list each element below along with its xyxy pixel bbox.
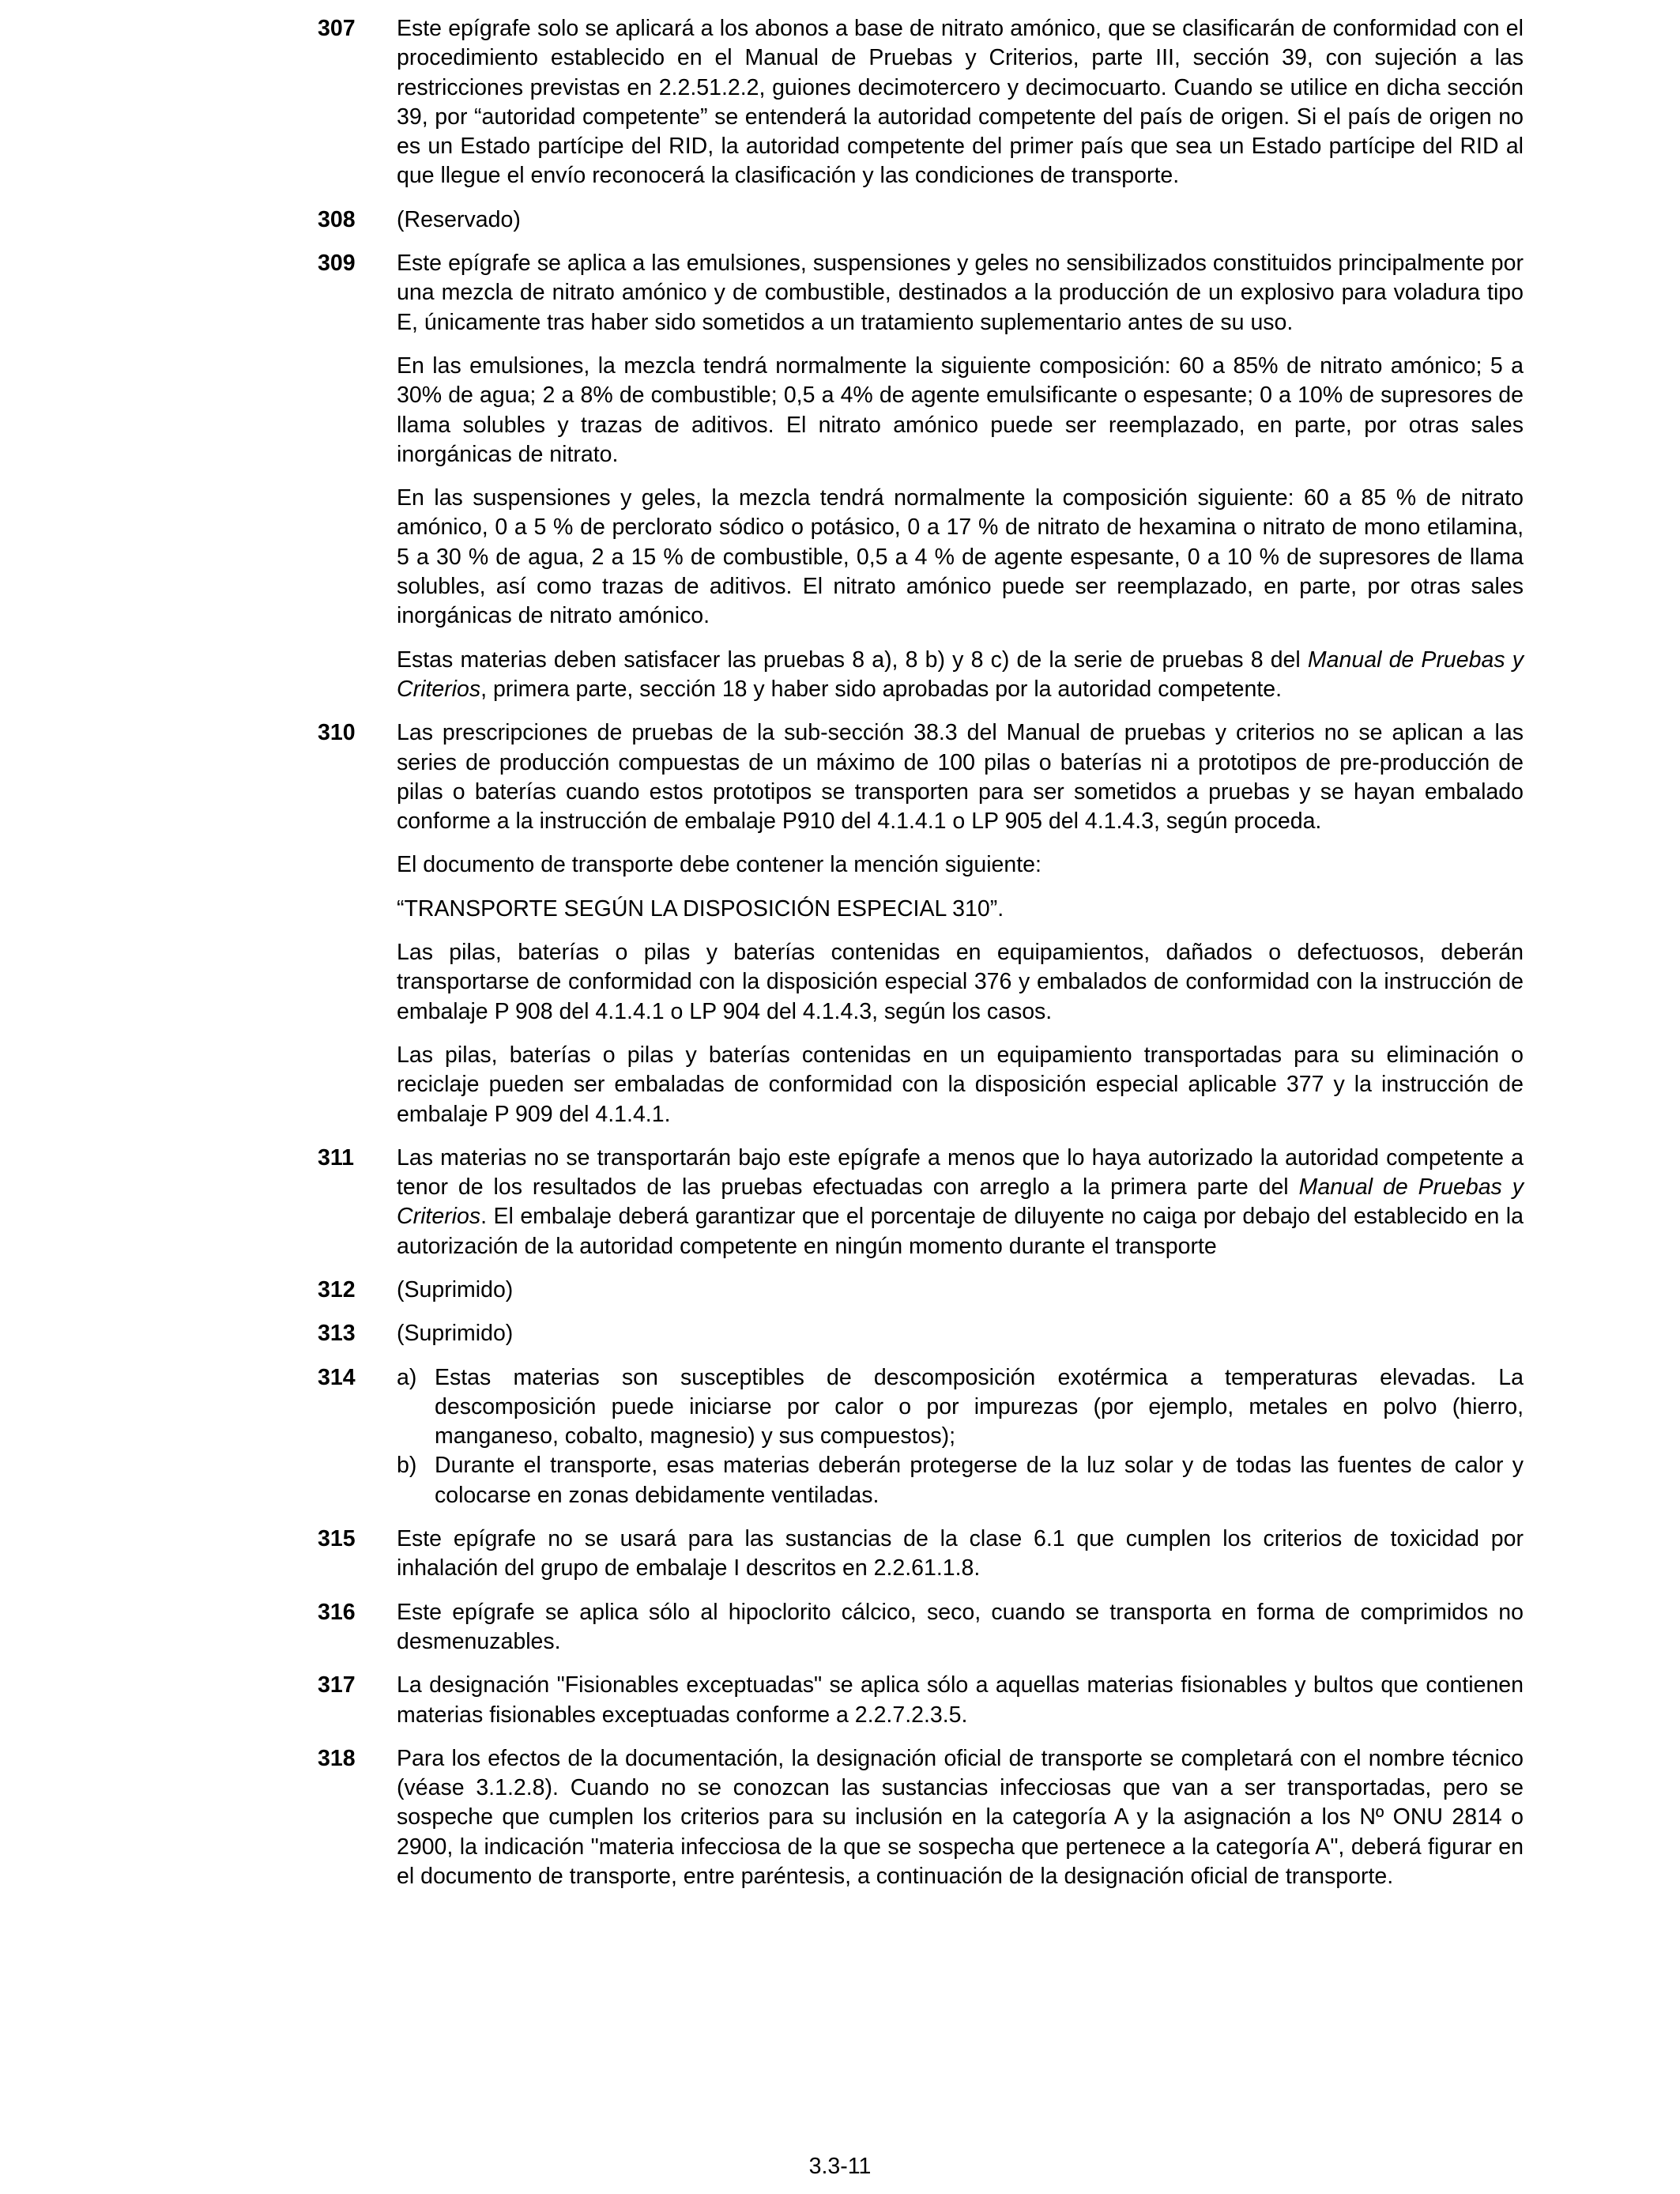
provision-number: 312 — [318, 1276, 356, 1302]
provision-paragraph: Las pilas, baterías o pilas y baterías contenidas en equipamientos, dañados o defectuosos, deberán transportarse de conformidad con la disposición especial 376 y embalados de conformidad con la instrucción de embalaje P 908 del 4.1.4.1 o LP 904 del 4.1.4.3, según los casos. — [397, 940, 1524, 1024]
provision-paragraph: (Suprimido) — [397, 1276, 514, 1302]
text-run: Estas materias deben satisfacer las pruebas 8 a), 8 b) y 8 c) de la serie de pruebas 8 del — [397, 647, 1308, 673]
provision-paragraph — [397, 646, 1524, 705]
provision-paragraph: (Suprimido) — [397, 1321, 514, 1347]
provision-number: 310 — [318, 720, 356, 746]
provision-paragraph: En las suspensiones y geles, la mezcla tendrá normalmente la composición siguiente: 60 a 85 % de nitrato amónico, 0 a 5 % de perclorato sódico o potásico, 0 a 17 % de nitrato de hexamina o nitrato de mono etilamina, 5 a 30 % de agua, 2 a 15 % de combustible, 0,5 a 4 % de agente espesante, 0 a 10 % de supresores de llama solubles, así como trazas de aditivos. El nitrato amónico puede ser reemplazado, en parte, por otras sales inorgánicas de nitrato amónico. — [397, 485, 1524, 629]
provision-number: 314 — [318, 1364, 356, 1390]
list-item — [397, 1451, 1524, 1510]
provision-312 — [318, 1276, 1524, 1305]
provision-number: 315 — [318, 1526, 356, 1552]
provision-316 — [318, 1598, 1524, 1657]
provision-paragraph: El documento de transporte debe contener la mención siguiente: — [397, 852, 1042, 878]
provision-number: 317 — [318, 1672, 356, 1698]
provision-body — [397, 1319, 1524, 1348]
list-item-label: a) — [397, 1364, 417, 1390]
list-item — [397, 1363, 1524, 1452]
provision-318 — [318, 1744, 1524, 1891]
provision-308 — [318, 205, 1524, 235]
provision-body — [397, 1744, 1524, 1891]
text-run: Las materias no se transportarán bajo este epígrafe a menos que lo haya autorizado la autoridad competente a tenor de los resultados de las pruebas efectuadas con arreglo a la primera parte del — [397, 1144, 1524, 1201]
provision-315 — [318, 1525, 1524, 1584]
provision-paragraph: Para los efectos de la documentación, la designación oficial de transporte se completará con el nombre técnico (véase 3.1.2.8). Cuando no se conozcan las sustancias infecciosas que van a ser transportadas, pero se sospeche que cumplen los criterios para su inclusión en la categoría A y la asignación a los Nº ONU 2814 o 2900, la indicación "materia infecciosa de la que se sospecha que pertenece a la categoría A", deberá figurar en el documento de transporte, entre paréntesis, a continuación de la designación oficial de transporte. — [397, 1745, 1524, 1890]
special-provisions-list — [318, 14, 1524, 1906]
provision-body — [397, 1276, 1524, 1305]
provision-body — [397, 1525, 1524, 1584]
provision-paragraph: Este epígrafe se aplica sólo al hipoclorito cálcico, seco, cuando se transporta en forma de comprimidos no desmenuzables. — [397, 1599, 1524, 1654]
provision-307 — [318, 14, 1524, 191]
provision-313 — [318, 1319, 1524, 1348]
list-item-text: Durante el transporte, esas materias deberán protegerse de la luz solar y de todas las fuentes de calor y colocarse en zonas debidamente ventiladas. — [435, 1453, 1524, 1508]
provision-317 — [318, 1671, 1524, 1730]
provision-body — [397, 1144, 1524, 1261]
list-item-label: b) — [397, 1453, 417, 1479]
provision-paragraph — [397, 1144, 1524, 1261]
provision-number: 316 — [318, 1599, 356, 1625]
provision-paragraph: Este epígrafe solo se aplicará a los abonos a base de nitrato amónico, que se clasificarán de conformidad con el procedimiento establecido en el Manual de Pruebas y Criterios, parte III, sección 39, con sujeción a las restricciones previstas en 2.2.51.2.2, guiones decimotercero y decimocuarto. Cuando se utilice en dicha sección 39, por “autoridad competente” se entenderá la autoridad competente del país de origen. Si el país de origen no es un Estado partícipe del RID, la autoridad competente del primer país que sea un Estado partícipe del RID al que llegue el envío reconocerá la clasificación y las condiciones de transporte. — [397, 16, 1524, 189]
list-item-text: Estas materias son susceptibles de descomposición exotérmica a temperaturas elevadas. La descomposición puede iniciarse por calor o por impurezas (por ejemplo, metales en polvo (hierro, manganeso, cobalto, magnesio) y sus compuestos); — [435, 1364, 1524, 1449]
text-run: , primera parte, sección 18 y haber sido aprobadas por la autoridad competente. — [480, 676, 1283, 702]
page-number: 3.3-11 — [808, 2154, 872, 2179]
provision-body — [397, 205, 1524, 235]
provision-311 — [318, 1144, 1524, 1261]
provision-309 — [318, 249, 1524, 704]
manual-title-italic: Manual de Pruebas y Criterios — [397, 647, 1524, 702]
provision-body — [397, 1598, 1524, 1657]
provision-number: 311 — [318, 1144, 354, 1171]
provision-paragraph: “TRANSPORTE SEGÚN LA DISPOSICIÓN ESPECIAL 310”. — [397, 895, 1004, 922]
manual-title-italic: Manual de Pruebas y Criterios — [397, 1174, 1524, 1230]
provision-number: 309 — [318, 251, 356, 277]
provision-paragraph: Las prescripciones de pruebas de la sub-sección 38.3 del Manual de pruebas y criterios no se aplican a las series de producción compuestas de un máximo de 100 pilas o baterías ni a prototipos de pre-producción de pilas o baterías cuando estos prototipos se transporten para ser sometidos a pruebas y se hayan embalado conforme a la instrucción de embalaje P910 del 4.1.4.1 o LP 905 del 4.1.4.3, según proceda. — [397, 720, 1524, 835]
provision-body — [397, 1363, 1524, 1510]
provision-body — [397, 249, 1524, 704]
provision-paragraph: (Reservado) — [397, 206, 521, 232]
provision-paragraph: Este epígrafe no se usará para las sustancias de la clase 6.1 que cumplen los criterios de toxicidad por inhalación del grupo de embalaje I descritos en 2.2.61.1.8. — [397, 1526, 1524, 1581]
text-run: . El embalaje deberá garantizar que el porcentaje de diluyente no caiga por debajo del establecido en la autorización de la autoridad competente en ningún momento durante el transporte — [397, 1204, 1524, 1259]
provision-body — [397, 14, 1524, 191]
provision-paragraph: Este epígrafe se aplica a las emulsiones, suspensiones y geles no sensibilizados constituidos principalmente por una mezcla de nitrato amónico y de combustible, destinados a la producción de un explosivo para voladura tipo E, únicamente tras haber sido sometidos a un tratamiento suplementario antes de su uso. — [397, 251, 1524, 335]
provision-paragraph: Las pilas, baterías o pilas y baterías contenidas en un equipamiento transportadas para su eliminación o reciclaje pueden ser embaladas de conformidad con la disposición especial aplicable 377 y la instrucción de embalaje P 909 del 4.1.4.1. — [397, 1042, 1524, 1127]
provision-paragraph: La designación "Fisionables exceptuadas" se aplica sólo a aquellas materias fisionables y bultos que contienen materias fisionables exceptuadas conforme a 2.2.7.2.3.5. — [397, 1672, 1524, 1728]
provision-paragraph: En las emulsiones, la mezcla tendrá normalmente la siguiente composición: 60 a 85% de nitrato amónico; 5 a 30% de agua; 2 a 8% de combustible; 0,5 a 4% de agente emulsificante o espesante; 0 a 10% de supresores de llama solubles y trazas de aditivos. El nitrato amónico puede ser reemplazado, en parte, por otras sales inorgánicas de nitrato. — [397, 352, 1524, 467]
provision-314 — [318, 1363, 1524, 1510]
provision-body — [397, 718, 1524, 1129]
provision-body — [397, 1671, 1524, 1730]
provision-number: 308 — [318, 206, 356, 232]
provision-310 — [318, 718, 1524, 1129]
provision-number: 318 — [318, 1745, 356, 1771]
provision-number: 307 — [318, 16, 356, 41]
provision-number: 313 — [318, 1321, 356, 1347]
